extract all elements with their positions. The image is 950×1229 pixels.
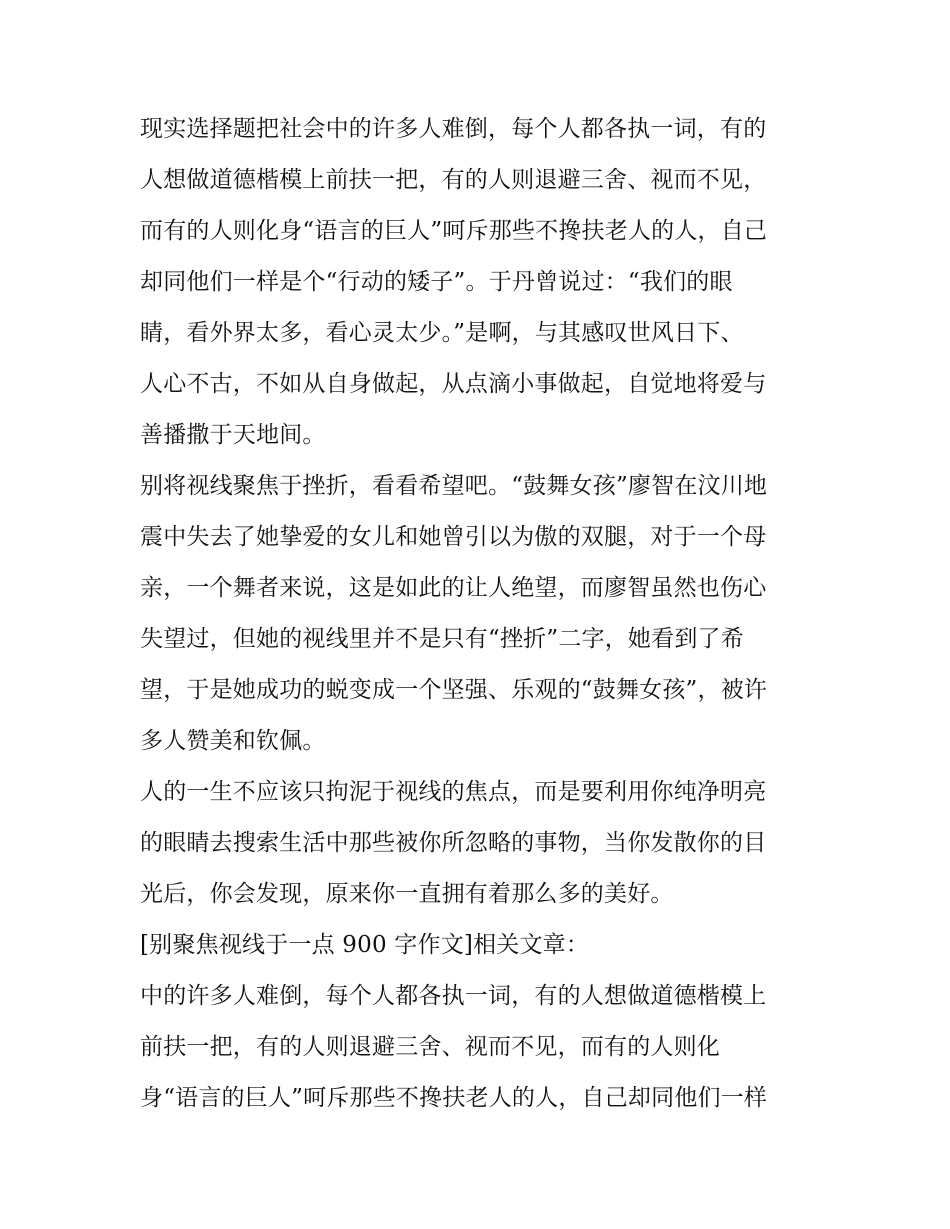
- related-articles-heading: [别聚焦视线于一点 900 字作文]相关文章：: [140, 932, 590, 958]
- text-line: 身“语言的巨人”呵斥那些不搀扶老人的人，自己却同他们一样: [140, 1085, 768, 1111]
- document-body: [140, 104, 820, 1124]
- text-line: 人的一生不应该只拘泥于视线的焦点，而是要利用你纯净明亮: [140, 779, 767, 805]
- text-line: 现实选择题把社会中的许多人难倒，每个人都各执一词，有的: [140, 116, 767, 142]
- text-line: 中的许多人难倒，每个人都各执一词，有的人想做道德楷模上: [140, 983, 767, 1009]
- text-line: 人想做道德楷模上前扶一把，有的人则退避三舍、视而不见，: [140, 167, 767, 193]
- text-line: 多人赞美和钦佩。: [140, 728, 326, 754]
- text-line: 人心不古，不如从自身做起，从点滴小事做起，自觉地将爱与: [140, 371, 767, 397]
- text-line: 震中失去了她挚爱的女儿和她曾引以为傲的双腿，对于一个母: [140, 524, 767, 550]
- text-line: 睛，看外界太多，看心灵太少。”是啊，与其感叹世风日下、: [140, 320, 744, 346]
- text-line: 失望过，但她的视线里并不是只有“挫折”二字，她看到了希: [140, 626, 744, 652]
- text-line: 亲，一个舞者来说，这是如此的让人绝望，而廖智虽然也伤心: [140, 575, 767, 601]
- text-line: 别将视线聚焦于挫折，看看希望吧。“鼓舞女孩”廖智在汶川地: [140, 473, 768, 499]
- text-line: 善播撒于天地间。: [140, 422, 326, 448]
- text-line: 前扶一把，有的人则退避三舍、视而不见，而有的人则化: [140, 1034, 720, 1060]
- text-line: 却同他们一样是个“行动的矮子”。于丹曾说过：“我们的眼: [140, 269, 733, 295]
- text-line: 而有的人则化身“语言的巨人”呵斥那些不搀扶老人的人，自己: [140, 218, 768, 244]
- text-line: 光后，你会发现，原来你一直拥有着那么多的美好。: [140, 881, 674, 907]
- text-line: 望，于是她成功的蜕变成一个坚强、乐观的“鼓舞女孩”，被许: [140, 677, 768, 703]
- text-line: 的眼睛去搜索生活中那些被你所忽略的事物，当你发散你的目: [140, 830, 767, 856]
